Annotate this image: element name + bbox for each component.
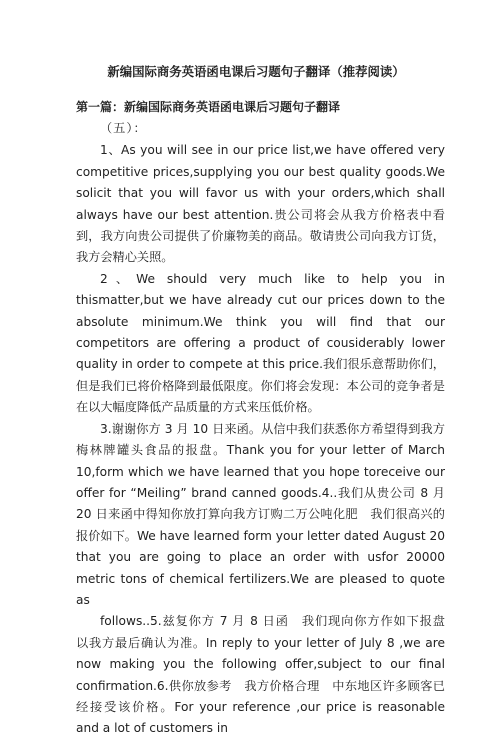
sub-section-number: （五）： — [100, 121, 147, 135]
paragraph-2: 2、We should very much like to help you in thismatter,but we have already cut our prices down to the absolute minimum.We think you will find that our competitors are offering a product of cousiderably lower quality in order to compete at this price.我们很乐意帮助你们，但是我们已将价格降到最低限度。你们将会发现：本公司的竞争者是在以大幅度降低产品质量的方式来压低价格。 — [76, 271, 445, 415]
section-heading: 第一篇：新编国际商务英语函电课后习题句子翻译 — [76, 100, 341, 114]
paragraph-3: 3.谢谢你方 3 月 10 日来函。从信中我们获悉你方希望得到我方梅林牌罐头食品的报盘。Thank you for your letter of March 10,form which we have learned that you hope toreceive our offer for “Meiling” brand canned goods.4..我们从贵公司 8 月 20 日来函中得知你放打算向我方订购二万公吨化肥 我们很高兴的报价如下。We have learned form your letter dated August 20 that you are going to place an order with usfor 20000 metric tons of chemical fertilizers.We are pleased to quote as — [76, 421, 445, 607]
document-title: 新编国际商务英语函电课后习题句子翻译（推荐阅读） — [107, 64, 405, 79]
paragraph-4: follows..5.兹复你方 7 月 8 日函 我们现向你方作如下报盘 以我方最后确认为准。In reply to your letter of July 8 ,we are now making you the following offer,subject to our final confirmation.6.供你放参考 我方价格合理 中东地区许多顾客已经接受该价格。For your reference ,our price is reasonable and a lot of customers in — [76, 614, 458, 736]
paragraph-1: 1、As you will see in our price list,we have offered very competitive prices,supplying you our best quality goods.We solicit that you will favor us with your orders,which shall always have our best attention.贵公司将会从我方价格表中看到，我方向贵公司提供了价廉物美的商品。敬请贵公司向我方订货，我方会精心关照。 — [76, 143, 445, 265]
